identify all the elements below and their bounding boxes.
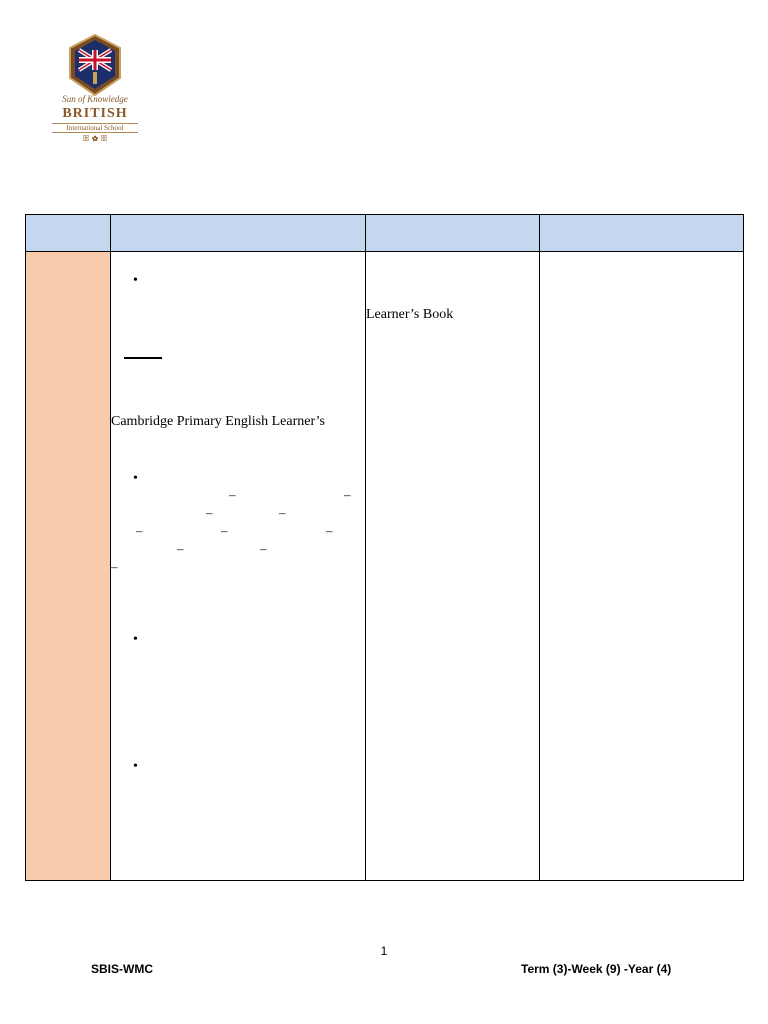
footer-school-code: SBIS-WMC xyxy=(91,962,153,976)
blank-dash: – xyxy=(326,523,333,538)
blank-dash: – xyxy=(206,505,213,520)
logo-school-name: International School xyxy=(52,123,138,133)
learners-book-label: Learner’s Book xyxy=(366,307,454,322)
column-divider xyxy=(539,215,540,880)
footer-term-week: Term (3)-Week (9) -Year (4) xyxy=(521,962,672,976)
table-header-row xyxy=(26,215,743,252)
logo-motto: Sun of Knowledge xyxy=(62,94,128,104)
first-column-cell xyxy=(26,252,110,880)
school-logo xyxy=(52,34,138,146)
underline-mark xyxy=(124,357,162,359)
activities-cell xyxy=(111,252,365,880)
bullet-point: • xyxy=(133,759,138,774)
blank-dash: – xyxy=(177,541,184,556)
page-number: 1 xyxy=(380,944,388,958)
bullet-point: • xyxy=(133,632,138,647)
lesson-plan-table xyxy=(25,214,744,881)
bullet-point: • xyxy=(133,471,138,486)
blank-dash: – xyxy=(136,523,143,538)
logo-flourish: ꕥ ✿ ꕥ xyxy=(82,134,108,143)
blank-dash: – xyxy=(229,487,236,502)
resource-title: Cambridge Primary English Learner’s xyxy=(111,414,325,429)
resources-cell xyxy=(366,252,539,880)
bullet-point: • xyxy=(133,273,138,288)
blank-dash: – xyxy=(111,559,118,574)
logo-brand: BRITISH xyxy=(62,106,128,121)
blank-dash: – xyxy=(221,523,228,538)
crest-icon xyxy=(68,34,122,96)
blank-dash: – xyxy=(279,505,286,520)
blank-dash: – xyxy=(344,487,351,502)
blank-dash: – xyxy=(260,541,267,556)
